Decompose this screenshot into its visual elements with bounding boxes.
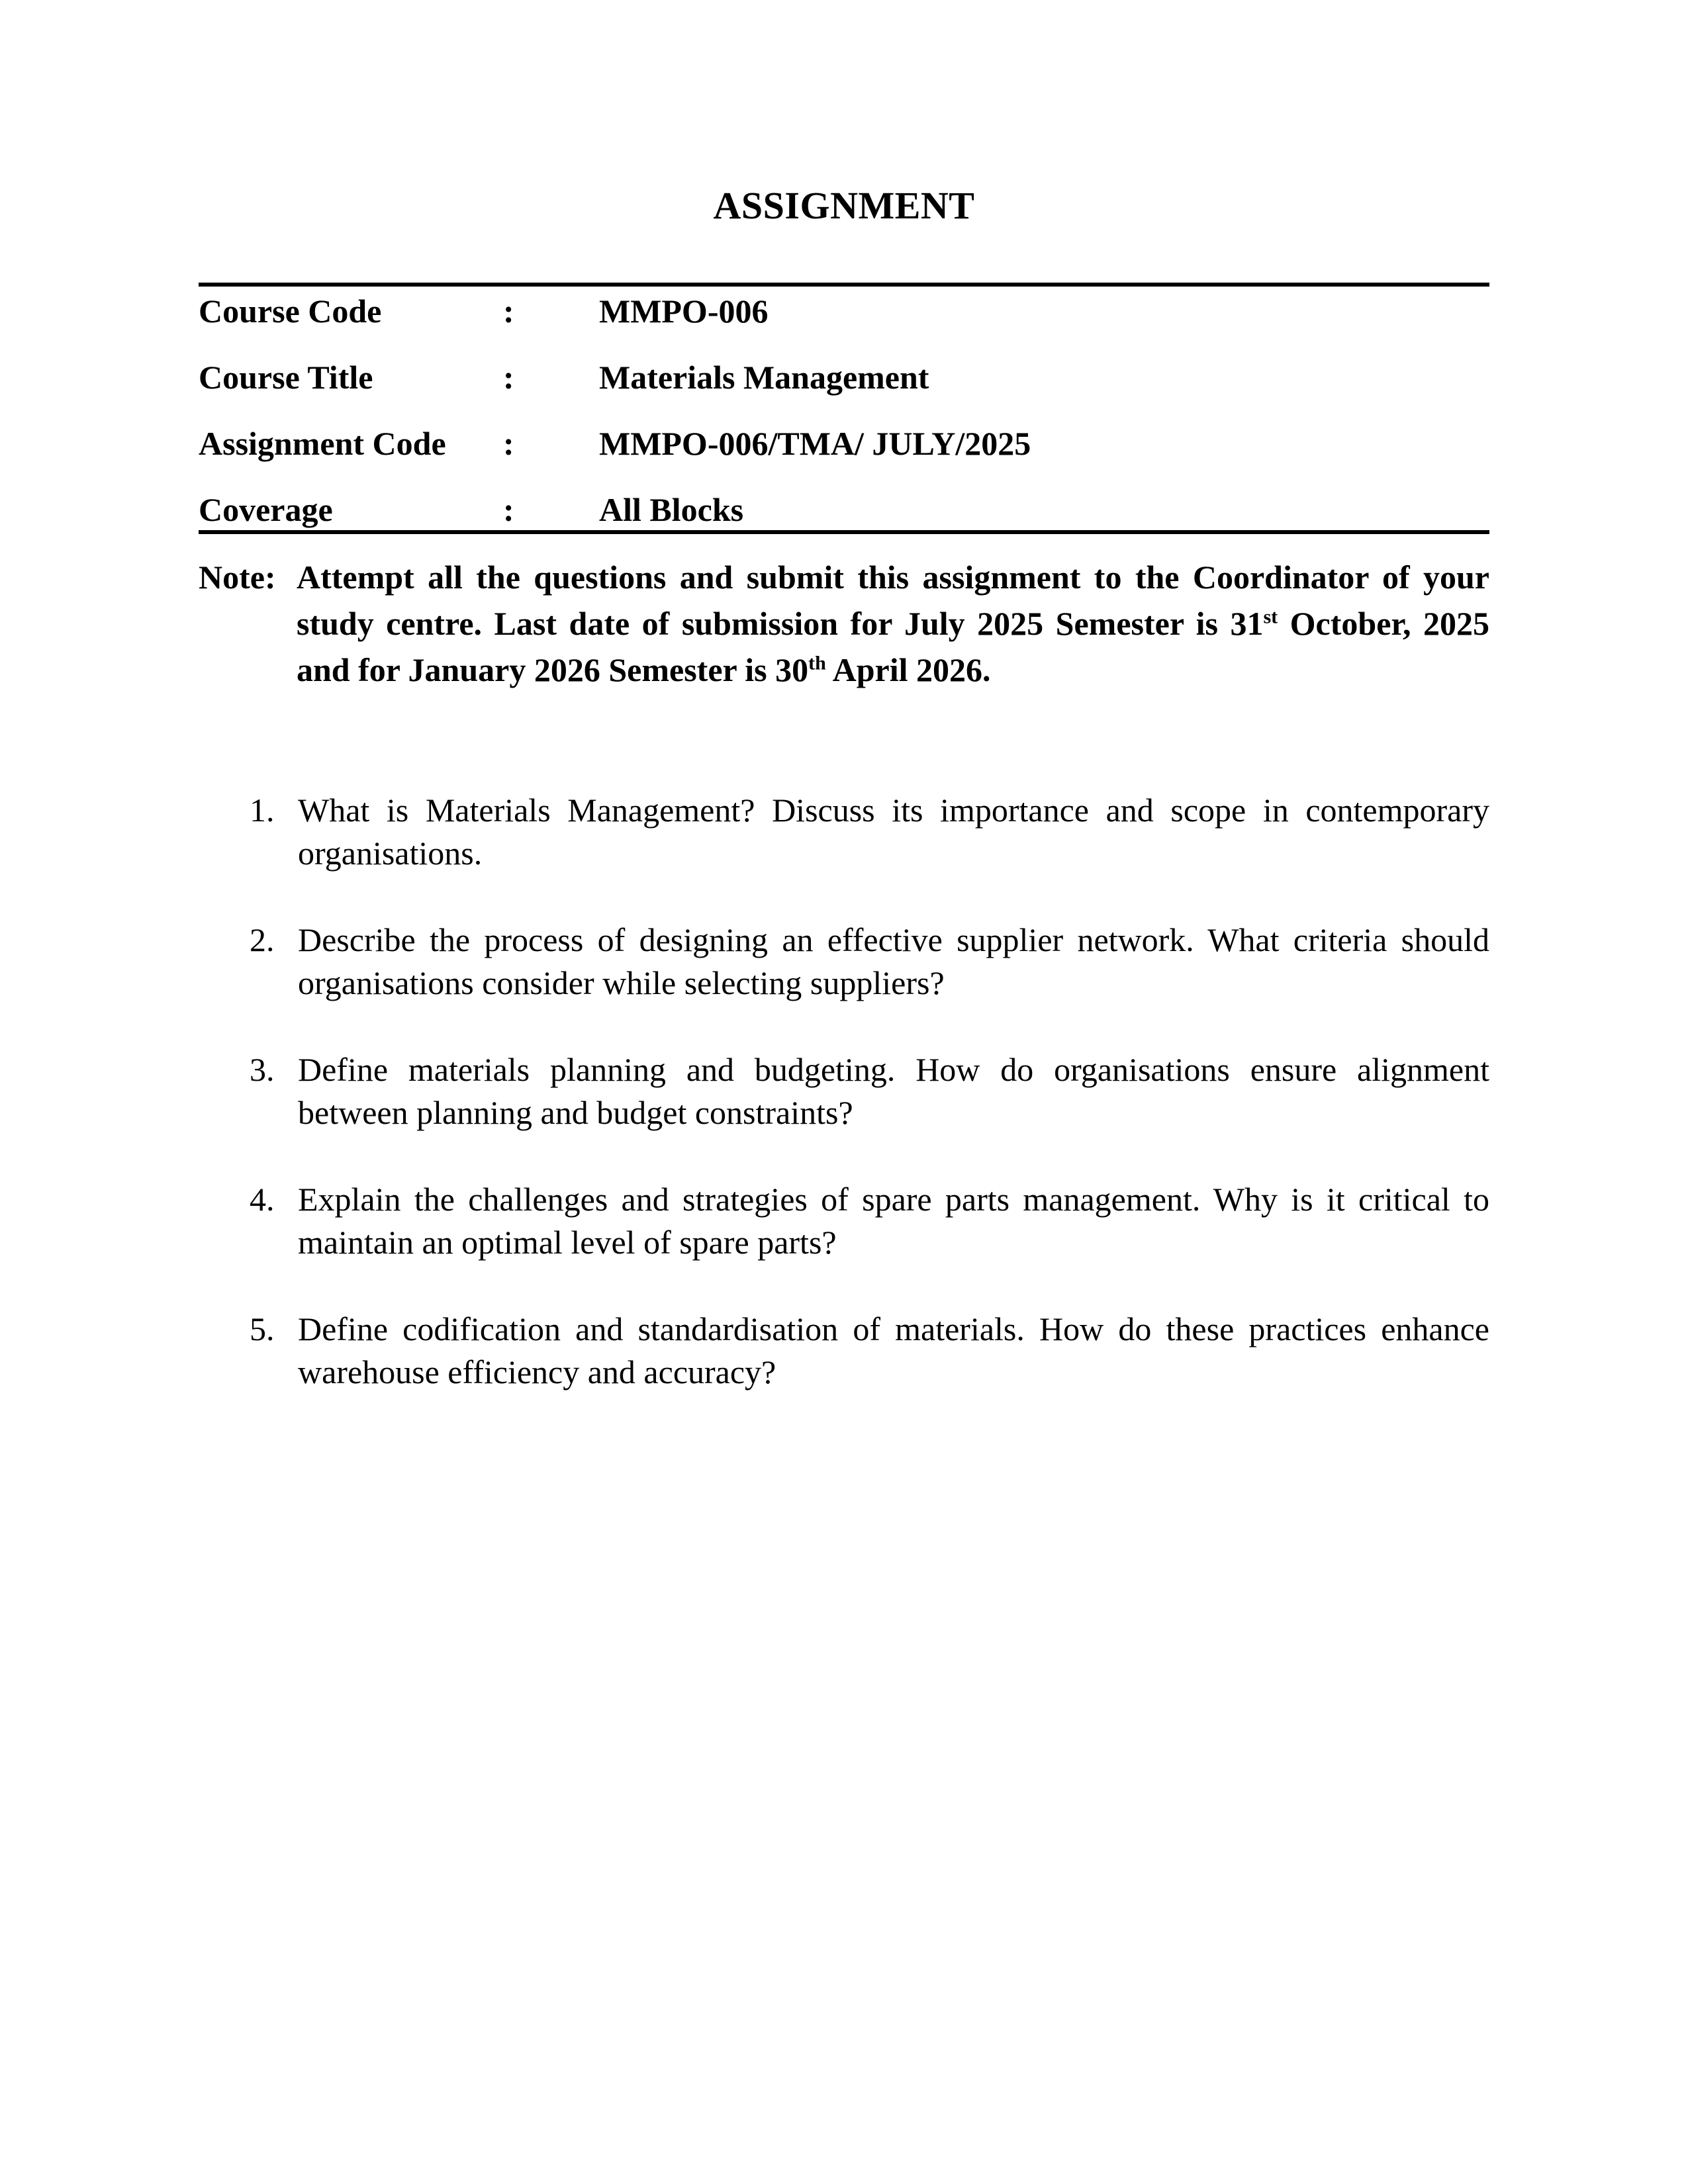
row-label: Assignment Code [199,425,446,462]
ordinal-superscript: th [808,652,826,674]
question-number: 2. [250,921,275,958]
list-item-question-1 [199,789,1489,875]
table-row [199,287,1489,353]
question-text: What is Materials Management? Discuss its importance and scope in contemporary organisations. [298,792,1489,872]
note-text-segment: October, 2025 and for January 2026 Semester is 30 [297,605,1489,688]
row-value: All Blocks [599,491,744,528]
row-label: Course Title [199,359,373,396]
note-text [297,554,1489,693]
note-section [199,554,1489,693]
table-row [199,353,1489,419]
question-text: Define codification and standardisation of materials. How do these practices enhance warehouse efficiency and accuracy? [298,1310,1489,1390]
question-number: 5. [250,1310,275,1347]
note-label: Note: [199,559,276,596]
row-value: Materials Management [599,359,929,396]
list-item-question-3 [199,1048,1489,1134]
ordinal-superscript: st [1263,606,1278,628]
question-list [199,789,1489,1394]
row-label: Coverage [199,491,333,528]
row-separator: : [503,491,514,528]
row-value: MMPO-006/TMA/ JULY/2025 [599,425,1031,462]
page-title: ASSIGNMENT [713,184,975,227]
row-separator: : [503,425,514,462]
row-separator: : [503,293,514,330]
question-text: Describe the process of designing an effective supplier network. What criteria should organisations consider while selecting suppliers? [298,921,1489,1001]
question-text: Define materials planning and budgeting. How do organisations ensure alignment between planning and budget constraints? [298,1051,1489,1131]
note-text-segment: April 2026. [825,651,991,688]
question-number: 4. [250,1181,275,1218]
course-info-table [199,283,1489,534]
row-label: Course Code [199,293,382,330]
row-separator: : [503,359,514,396]
question-number: 3. [250,1051,275,1088]
question-text: Explain the challenges and strategies of spare parts management. Why is it critical to maintain an optimal level of spare parts? [298,1181,1489,1261]
row-value: MMPO-006 [599,293,769,330]
table-row [199,419,1489,485]
list-item-question-4 [199,1178,1489,1264]
question-number: 1. [250,792,275,829]
table-row [199,485,1489,530]
list-item-question-5 [199,1308,1489,1394]
list-item-question-2 [199,919,1489,1005]
note-text-segment: Attempt all the questions and submit this assignment to the Coordinator of your study centre. Last date of submission for July 2025 Semester is 31 [297,559,1489,642]
